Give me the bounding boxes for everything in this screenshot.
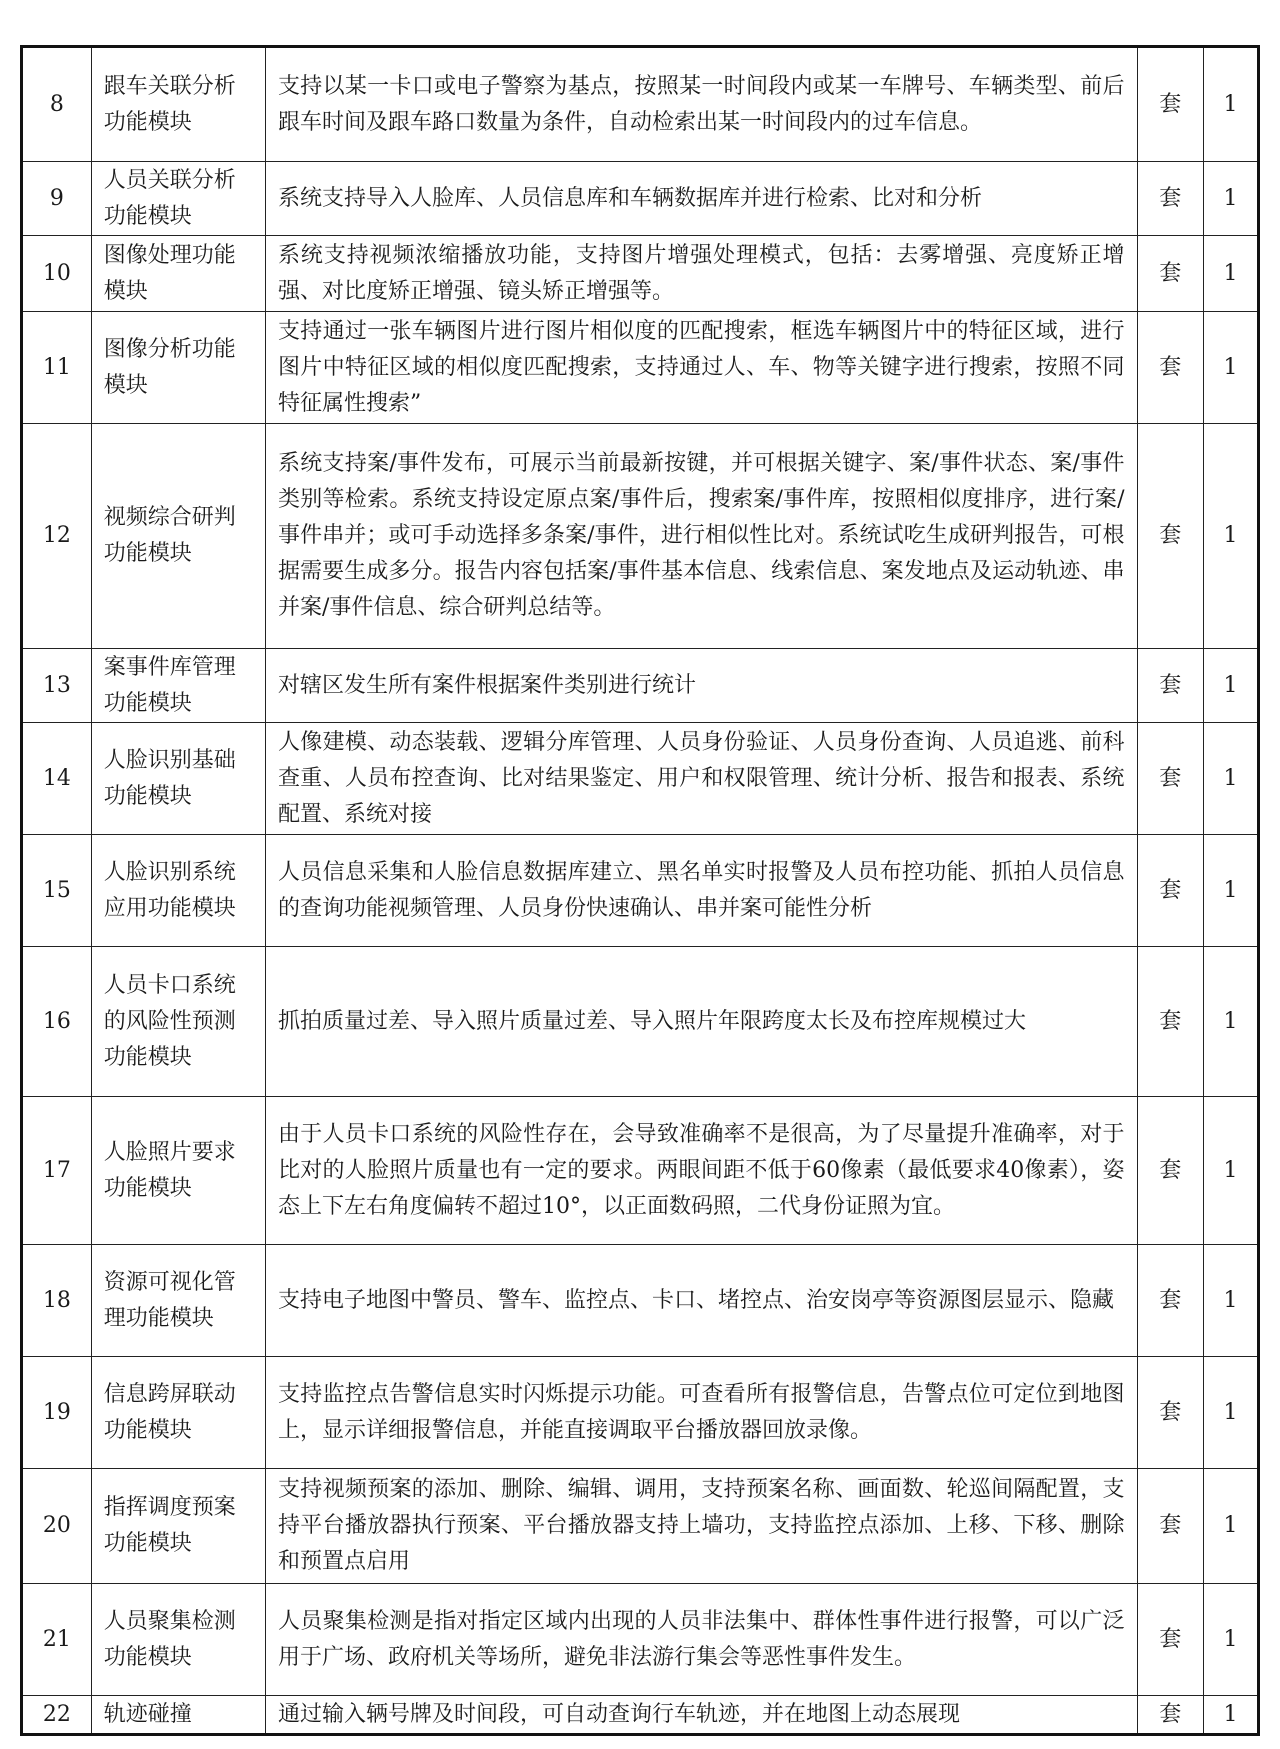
cell-no: 12 [22, 424, 92, 649]
cell-no: 14 [22, 723, 92, 835]
cell-name: 跟车关联分析功能模块 [91, 47, 265, 162]
cell-unit: 套 [1137, 835, 1204, 947]
cell-unit: 套 [1137, 162, 1204, 236]
cell-unit: 套 [1137, 1469, 1204, 1584]
cell-no: 21 [22, 1584, 92, 1696]
table-row [22, 424, 1259, 649]
cell-desc: 对辖区发生所有案件根据案件类别进行统计 [266, 649, 1137, 723]
cell-name: 指挥调度预案功能模块 [91, 1469, 265, 1584]
cell-no: 11 [22, 312, 92, 424]
cell-desc: 系统支持导入人脸库、人员信息库和车辆数据库并进行检索、比对和分析 [266, 162, 1137, 236]
table-row [22, 1357, 1259, 1469]
cell-no: 19 [22, 1357, 92, 1469]
cell-no: 22 [22, 1696, 92, 1735]
cell-name: 视频综合研判功能模块 [91, 424, 265, 649]
cell-unit: 套 [1137, 649, 1204, 723]
cell-qty: 1 [1204, 1469, 1259, 1584]
table-row [22, 1097, 1259, 1245]
cell-name: 图像分析功能模块 [91, 312, 265, 424]
cell-unit: 套 [1137, 947, 1204, 1097]
cell-desc: 支持电子地图中警员、警车、监控点、卡口、堵控点、治安岗亭等资源图层显示、隐藏 [266, 1245, 1137, 1357]
cell-name: 资源可视化管理功能模块 [91, 1245, 265, 1357]
cell-qty: 1 [1204, 1357, 1259, 1469]
table-row [22, 1469, 1259, 1584]
table-row [22, 162, 1259, 236]
cell-desc: 系统支持案/事件发布，可展示当前最新按键，并可根据关键字、案/事件状态、案/事件类别等检索。系统支持设定原点案/事件后，搜索案/事件库，按照相似度排序，进行案/事件串并；或可手动选择多条案/事件，进行相似性比对。系统试吃生成研判报告，可根据需要生成多分。报告内容包括案/事件基本信息、线索信息、案发地点及运动轨迹、串并案/事件信息、综合研判总结等。 [266, 424, 1137, 649]
table-row [22, 1584, 1259, 1696]
cell-desc: 人员信息采集和人脸信息数据库建立、黑名单实时报警及人员布控功能、抓拍人员信息的查询功能视频管理、人员身份快速确认、串并案可能性分析 [266, 835, 1137, 947]
cell-no: 18 [22, 1245, 92, 1357]
table-row [22, 312, 1259, 424]
table-row [22, 236, 1259, 312]
cell-qty: 1 [1204, 649, 1259, 723]
cell-desc: 支持视频预案的添加、删除、编辑、调用，支持预案名称、画面数、轮巡间隔配置，支持平台播放器执行预案、平台播放器支持上墙功，支持监控点添加、上移、下移、删除和预置点启用 [266, 1469, 1137, 1584]
cell-no: 17 [22, 1097, 92, 1245]
equipment-table [20, 45, 1260, 1736]
cell-name: 图像处理功能模块 [91, 236, 265, 312]
table-row [22, 723, 1259, 835]
cell-qty: 1 [1204, 723, 1259, 835]
cell-no: 8 [22, 47, 92, 162]
cell-no: 10 [22, 236, 92, 312]
cell-qty: 1 [1204, 1584, 1259, 1696]
table-row [22, 1696, 1259, 1735]
cell-no: 15 [22, 835, 92, 947]
cell-desc: 支持以某一卡口或电子警察为基点，按照某一时间段内或某一车牌号、车辆类型、前后跟车时间及跟车路口数量为条件，自动检索出某一时间段内的过车信息。 [266, 47, 1137, 162]
table-row [22, 649, 1259, 723]
cell-name: 人脸识别基础功能模块 [91, 723, 265, 835]
table-row [22, 1245, 1259, 1357]
cell-desc: 人像建模、动态装载、逻辑分库管理、人员身份验证、人员身份查询、人员追逃、前科查重、人员布控查询、比对结果鉴定、用户和权限管理、统计分析、报告和报表、系统配置、系统对接 [266, 723, 1137, 835]
cell-name: 信息跨屏联动功能模块 [91, 1357, 265, 1469]
cell-unit: 套 [1137, 236, 1204, 312]
cell-name: 案事件库管理功能模块 [91, 649, 265, 723]
cell-unit: 套 [1137, 723, 1204, 835]
cell-unit: 套 [1137, 1245, 1204, 1357]
cell-no: 16 [22, 947, 92, 1097]
cell-qty: 1 [1204, 1097, 1259, 1245]
cell-unit: 套 [1137, 47, 1204, 162]
cell-name: 轨迹碰撞 [91, 1696, 265, 1735]
cell-unit: 套 [1137, 1696, 1204, 1735]
cell-desc: 抓拍质量过差、导入照片质量过差、导入照片年限跨度太长及布控库规模过大 [266, 947, 1137, 1097]
cell-no: 20 [22, 1469, 92, 1584]
cell-no: 9 [22, 162, 92, 236]
cell-unit: 套 [1137, 1357, 1204, 1469]
cell-qty: 1 [1204, 1696, 1259, 1735]
cell-desc: 支持通过一张车辆图片进行图片相似度的匹配搜索，框选车辆图片中的特征区域，进行图片中特征区域的相似度匹配搜索，支持通过人、车、物等关键字进行搜索，按照不同特征属性搜索” [266, 312, 1137, 424]
table-row [22, 47, 1259, 162]
cell-qty: 1 [1204, 47, 1259, 162]
cell-qty: 1 [1204, 162, 1259, 236]
table-row [22, 947, 1259, 1097]
cell-qty: 1 [1204, 835, 1259, 947]
cell-unit: 套 [1137, 1097, 1204, 1245]
cell-desc: 通过输入辆号牌及时间段，可自动查询行车轨迹，并在地图上动态展现 [266, 1696, 1137, 1735]
cell-unit: 套 [1137, 424, 1204, 649]
cell-name: 人脸照片要求功能模块 [91, 1097, 265, 1245]
cell-desc: 系统支持视频浓缩播放功能，支持图片增强处理模式，包括：去雾增强、亮度矫正增强、对比度矫正增强、镜头矫正增强等。 [266, 236, 1137, 312]
cell-name: 人员关联分析功能模块 [91, 162, 265, 236]
table-row [22, 835, 1259, 947]
cell-qty: 1 [1204, 424, 1259, 649]
cell-name: 人员聚集检测功能模块 [91, 1584, 265, 1696]
cell-name: 人员卡口系统的风险性预测功能模块 [91, 947, 265, 1097]
cell-desc: 人员聚集检测是指对指定区域内出现的人员非法集中、群体性事件进行报警，可以广泛用于广场、政府机关等场所，避免非法游行集会等恶性事件发生。 [266, 1584, 1137, 1696]
cell-unit: 套 [1137, 312, 1204, 424]
cell-desc: 由于人员卡口系统的风险性存在，会导致准确率不是很高，为了尽量提升准确率，对于比对的人脸照片质量也有一定的要求。两眼间距不低于60像素（最低要求40像素），姿态上下左右角度偏转不超过10°，以正面数码照，二代身份证照为宜。 [266, 1097, 1137, 1245]
cell-no: 13 [22, 649, 92, 723]
cell-name: 人脸识别系统应用功能模块 [91, 835, 265, 947]
cell-desc: 支持监控点告警信息实时闪烁提示功能。可查看所有报警信息，告警点位可定位到地图上，显示详细报警信息，并能直接调取平台播放器回放录像。 [266, 1357, 1137, 1469]
cell-unit: 套 [1137, 1584, 1204, 1696]
cell-qty: 1 [1204, 312, 1259, 424]
cell-qty: 1 [1204, 1245, 1259, 1357]
cell-qty: 1 [1204, 236, 1259, 312]
cell-qty: 1 [1204, 947, 1259, 1097]
